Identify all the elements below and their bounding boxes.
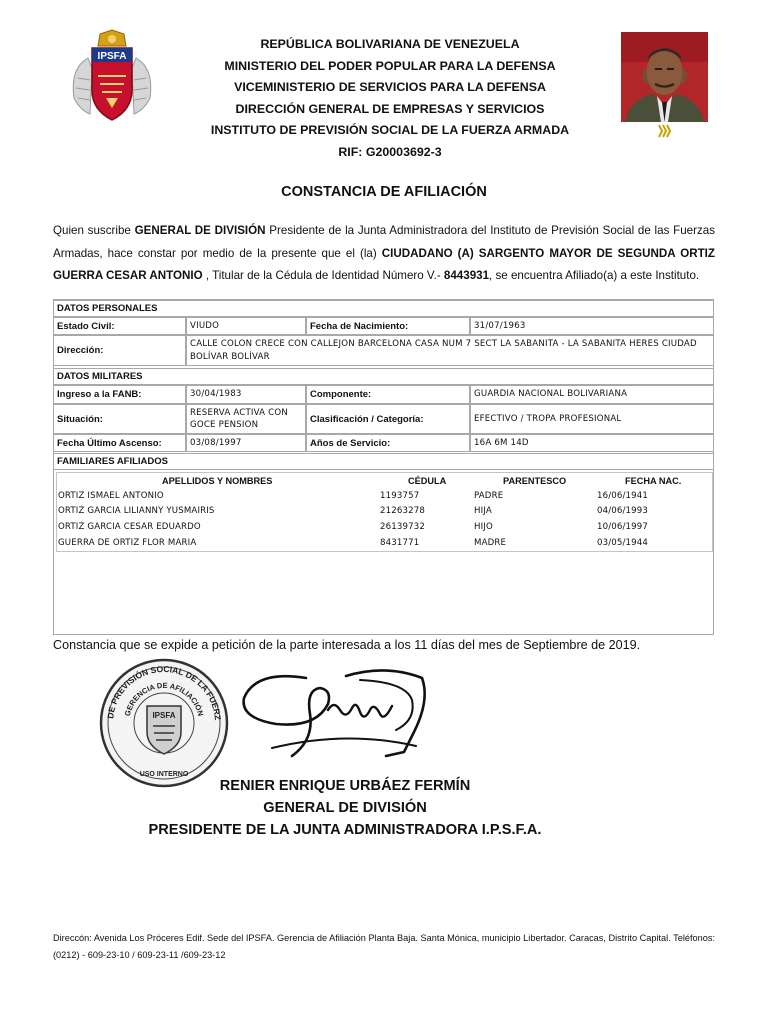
familiar-cedula: 21263278 [380,506,425,516]
ipsfa-logo [66,28,158,128]
familiar-cedula: 1193757 [380,491,420,501]
header-line-2: MINISTERIO DEL PODER POPULAR PARA LA DEFENSA [224,58,556,73]
official-seal [97,656,231,790]
badge-icon [657,124,671,138]
label-fecha-nacimiento: Fecha de Nacimiento: [306,317,470,335]
seal-outer-text: DE PREVISIÓN SOCIAL DE LA FUERZ [105,663,223,721]
familiar-parentesco: HIJA [474,506,492,516]
section-title: FAMILIARES AFILIADOS [53,453,714,470]
label-componente: Componente: [306,385,470,404]
intro-id-number: 8443931 [443,269,490,282]
familiar-parentesco: MADRE [474,538,507,548]
signatory-name: RENIER ENRIQUE URBÁEZ FERMÍN [219,778,471,794]
seal-bottom-text: USO INTERNO [139,771,189,778]
intro-text-1: Quien suscribe [53,224,135,237]
header-parentesco: PARENTESCO [503,476,567,486]
label-estado-civil: Estado Civil: [53,317,186,335]
row-estado-civil [53,317,714,335]
section-datos-personales [53,300,714,317]
familiar-nombre: ORTIZ GARCIA CESAR EDUARDO [58,522,201,532]
seal-center-text: IPSFA [152,711,176,720]
familiar-fecha-nac: 16/06/1941 [597,491,649,501]
row-ingreso [53,385,714,404]
intro-text-3: , Titular de la Cédula de Identidad Número V.- [202,269,444,282]
section-familiares [53,453,714,470]
document-title: CONSTANCIA DE AFILIACIÓN [281,184,487,200]
intro-text-4: , se encuentra Afiliado(a) a este Instituto. [489,269,700,282]
label-situacion: Situación: [53,404,186,434]
section-title: DATOS MILITARES [53,368,714,385]
signatory-position: PRESIDENTE DE LA JUNTA ADMINISTRADORA I.P.S.F.A. [148,822,542,838]
section-datos-militares [53,368,714,385]
familiar-nombre: ORTIZ ISMAEL ANTONIO [58,491,164,501]
familiar-cedula: 26139732 [380,522,425,532]
header-line-1: REPÚBLICA BOLIVARIANA DE VENEZUELA [260,37,520,51]
familiar-parentesco: HIJO [474,522,493,532]
intro-affiliate-name: CIUDADANO (A) SARGENTO MAYOR DE SEGUNDA ORTIZ GUERRA CESAR ANTONIO [53,246,715,282]
header-fecha-nac: FECHA NAC. [625,476,682,486]
row-situacion [53,404,714,434]
familiar-fecha-nac: 10/06/1997 [597,522,649,532]
value-ingreso-fanb: 30/04/1983 [186,385,306,404]
familiar-fecha-nac: 04/06/1993 [597,506,649,516]
label-ultimo-ascenso: Fecha Último Ascenso: [53,434,186,452]
value-situacion: RESERVA ACTIVA CON GOCE PENSION [186,404,306,434]
value-estado-civil: VIUDO [186,317,306,335]
row-direccion [53,335,714,366]
header-line-3: VICEMINISTERIO DE SERVICIOS PARA LA DEFENSA [234,80,546,95]
section-title: DATOS PERSONALES [53,300,714,317]
header-line-rif: RIF: G20003692-3 [338,144,442,159]
header-cedula: CÉDULA [408,476,447,486]
value-componente: GUARDIA NACIONAL BOLIVARIANA [470,385,714,404]
intro-rank: GENERAL DE DIVISIÓN [134,224,266,237]
closing-statement: Constancia que se expide a petición de la parte interesada a los 11 días del mes de Septiembre de 2019. [53,638,641,652]
header-line-5: INSTITUTO DE PREVISIÓN SOCIAL DE LA FUERZA ARMADA [210,123,570,138]
intro-text-2: Presidente de la Junta Administradora del Instituto de Previsión Social de las Fuerzas Armadas, hace constar por medio de la presente que el (la) [53,224,715,260]
familiar-parentesco: PADRE [474,491,504,501]
label-clasificacion: Clasificación / Categoría: [306,404,470,434]
handwritten-signature [236,660,436,780]
value-fecha-nacimiento: 31/07/1963 [470,317,714,335]
value-clasificacion: EFECTIVO / TROPA PROFESIONAL [470,404,714,434]
signatory-rank: GENERAL DE DIVISIÓN [263,800,427,816]
institution-header [170,34,610,164]
value-anos-servicio: 16A 6M 14D [470,434,714,452]
value-direccion: CALLE COLON CRECE CON CALLEJON BARCELONA CASA NUM 7 SECT LA SABANITA - LA SABANITA HERES CIUDAD BOLÍVAR BOLÍVAR [186,335,714,366]
footer-address: Direccón: Avenida Los Próceres Edif. Sede del IPSFA. Gerencia de Afiliación Planta Baja. Santa Mónica, municipio Libertador. Caracas, Distrito Capital. Teléfonos: (0212) - 609-23-10 / 609-23-11 /609-23-12 [53,933,716,960]
familiar-nombre: GUERRA DE ORTIZ FLOR MARIA [58,538,197,548]
logo-text: IPSFA [97,51,127,62]
signatory-block [0,775,690,841]
familiar-fecha-nac: 03/05/1944 [597,538,649,548]
value-ultimo-ascenso: 03/08/1997 [186,434,306,452]
intro-paragraph [53,220,715,288]
familiar-cedula: 8431771 [380,538,420,548]
header-apellidos-nombres: APELLIDOS Y NOMBRES [162,476,273,486]
label-direccion: Dirección: [53,335,186,366]
familiar-nombre: ORTIZ GARCIA LILIANNY YUSMAIRIS [58,506,215,516]
label-ingreso-fanb: Ingreso a la FANB: [53,385,186,404]
header-line-4: DIRECCIÓN GENERAL DE EMPRESAS Y SERVICIOS [235,101,545,116]
label-anos-servicio: Años de Servicio: [306,434,470,452]
row-ultimo-ascenso [53,434,714,452]
affiliate-photo [621,32,708,122]
seal-inner-text: GERENCIA DE AFILIACIÓN [122,680,206,718]
